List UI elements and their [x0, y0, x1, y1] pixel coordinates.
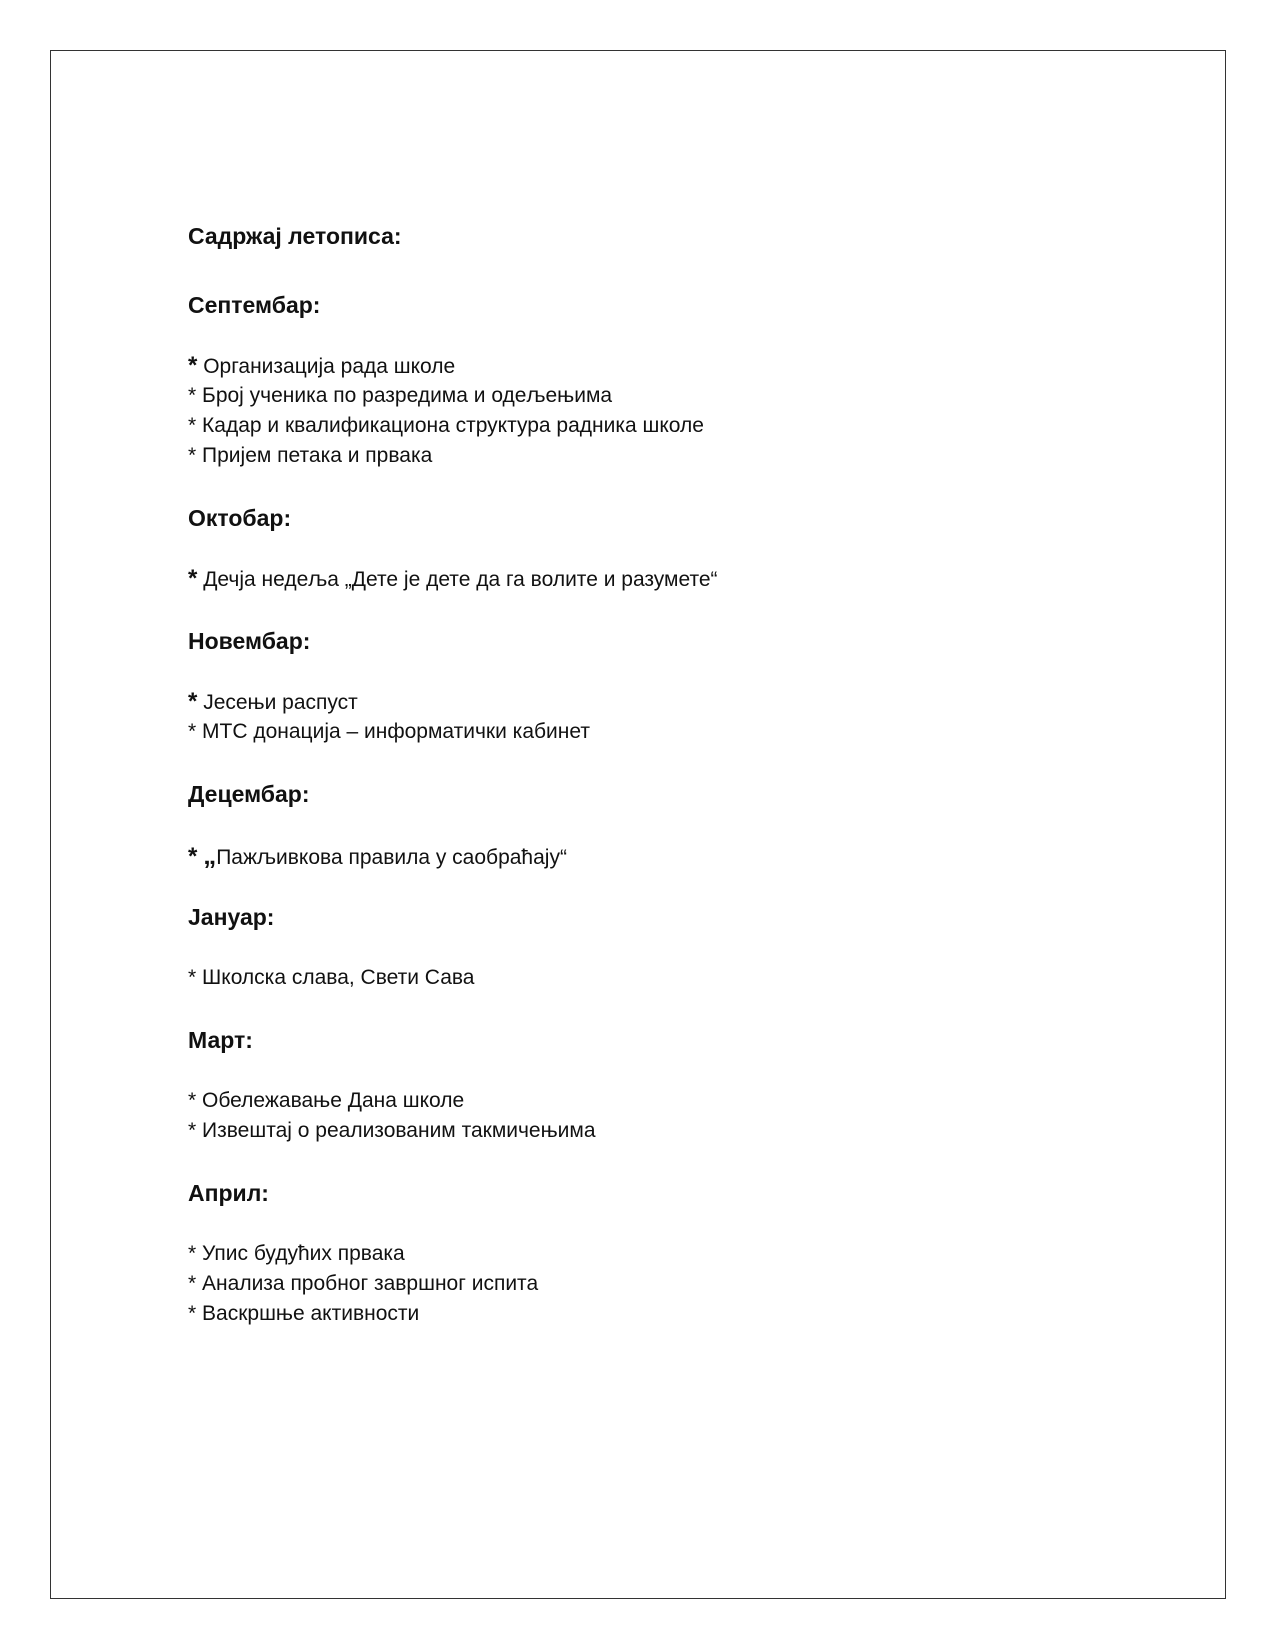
- bullet: *: [188, 384, 197, 407]
- bullet: *: [188, 1272, 197, 1295]
- section-november: [188, 619, 1088, 747]
- list-item: [188, 441, 1088, 471]
- document-body: [188, 214, 1088, 1329]
- opening-quote-mark: „: [203, 840, 217, 870]
- item-list: [188, 1239, 1088, 1329]
- section-heading: Новембар:: [188, 628, 311, 654]
- list-item: [188, 963, 1088, 993]
- item-list: [188, 1086, 1088, 1146]
- list-item-text: Јесењи распуст: [203, 691, 358, 714]
- list-item: [188, 840, 1088, 870]
- bullet: *: [188, 414, 197, 437]
- list-item-text: Анализа пробног завршног испита: [202, 1272, 539, 1295]
- list-item: [188, 1299, 1088, 1329]
- bullet: *: [188, 352, 198, 379]
- section-heading: Октобар:: [188, 505, 292, 531]
- list-item-text: Пријем петака и првака: [202, 444, 433, 467]
- list-item: [188, 564, 1088, 594]
- document-title: Садржај летописа:: [188, 223, 402, 249]
- list-item: [188, 1269, 1088, 1299]
- section-september: [188, 283, 1088, 471]
- bullet: *: [188, 966, 197, 989]
- bullet: *: [188, 843, 198, 870]
- bullet: *: [188, 1242, 197, 1265]
- item-list: [188, 351, 1088, 471]
- list-item: [188, 1116, 1088, 1146]
- bullet: *: [188, 444, 197, 467]
- bullet: *: [188, 565, 198, 592]
- section-heading: Јануар:: [188, 904, 275, 930]
- list-item-text: Број ученика по разредима и одељењима: [202, 384, 613, 407]
- list-item-text: Пажљивкова правила у саобраћају“: [216, 846, 567, 869]
- list-item-text: Васкршње активности: [202, 1302, 420, 1325]
- section-heading: Април:: [188, 1180, 269, 1206]
- list-item: [188, 1239, 1088, 1269]
- section-october: [188, 496, 1088, 594]
- bullet: *: [188, 1089, 197, 1112]
- list-item: [188, 687, 1088, 717]
- item-list: [188, 564, 1088, 594]
- list-item: [188, 1086, 1088, 1116]
- list-item-text: Школска слава, Свети Сава: [202, 966, 475, 989]
- list-item: [188, 411, 1088, 441]
- section-january: [188, 895, 1088, 993]
- section-march: [188, 1018, 1088, 1146]
- list-item-text: Упис будућих првака: [202, 1242, 405, 1265]
- list-item: [188, 717, 1088, 747]
- bullet: *: [188, 720, 197, 743]
- list-item-text: МТС донација – информатички кабинет: [202, 720, 590, 743]
- list-item: [188, 351, 1088, 381]
- list-item-text: Обележавање Дана школе: [202, 1089, 465, 1112]
- list-item: [188, 381, 1088, 411]
- section-april: [188, 1171, 1088, 1329]
- bullet: *: [188, 1302, 197, 1325]
- section-december: [188, 772, 1088, 870]
- list-item-text: Организација рада школе: [203, 355, 456, 378]
- item-list: [188, 840, 1088, 870]
- bullet: *: [188, 1119, 197, 1142]
- item-list: [188, 963, 1088, 993]
- section-heading: Септембар:: [188, 292, 321, 318]
- list-item-text: Извештај о реализованим такмичењима: [202, 1119, 596, 1142]
- section-heading: Децембар:: [188, 781, 310, 807]
- item-list: [188, 687, 1088, 747]
- bullet: *: [188, 688, 198, 715]
- list-item-text: Кадар и квалификациона структура радника школе: [202, 414, 704, 437]
- section-heading: Март:: [188, 1027, 253, 1053]
- list-item-text: Дечја недеља „Дете је дете да га волите и разумете“: [203, 568, 718, 591]
